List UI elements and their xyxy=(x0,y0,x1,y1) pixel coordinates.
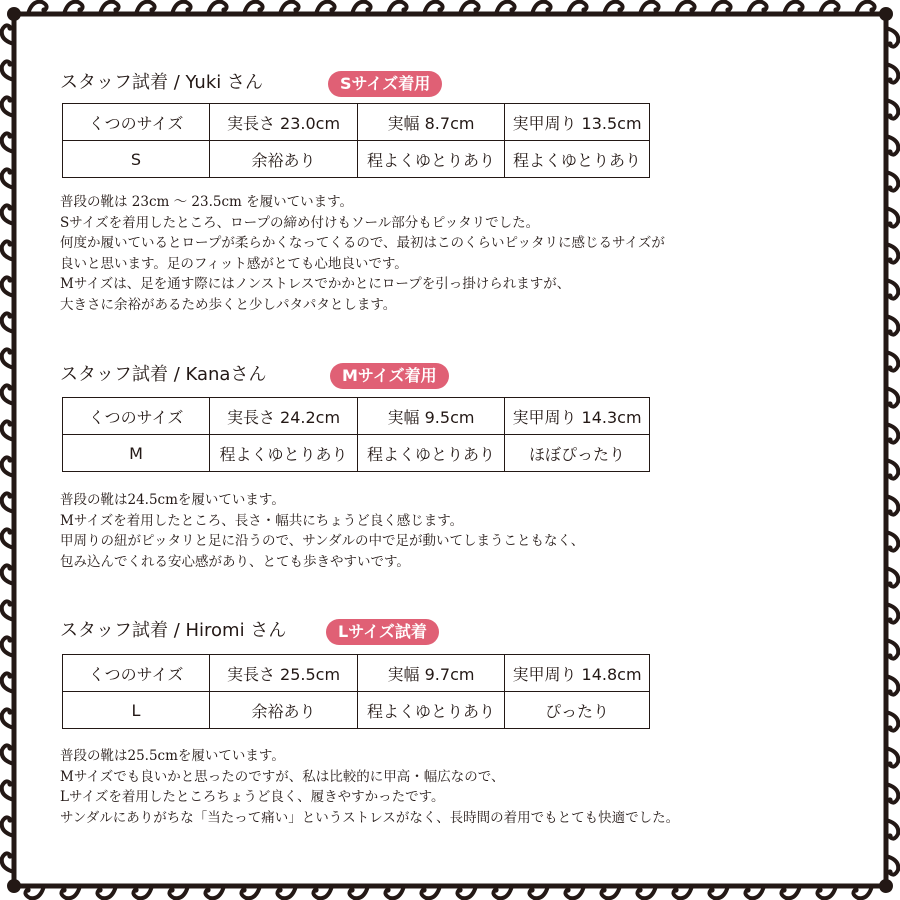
size-badge: Lサイズ試着 xyxy=(326,619,439,645)
table-cell: 余裕あり xyxy=(210,141,358,178)
text-line: Mサイズを着用したところ、長さ・幅共にちょうど良く感じます。 xyxy=(60,512,464,529)
table-cell: くつのサイズ xyxy=(63,104,210,141)
table-cell: 程よくゆとりあり xyxy=(358,692,505,729)
text-line: 包み込んでくれる安心感があり、とても歩きやすいです。 xyxy=(60,553,410,570)
table-header-row xyxy=(63,104,650,141)
staff-review-kana xyxy=(60,362,860,392)
size-spec-table xyxy=(62,397,650,472)
table-row xyxy=(63,435,650,472)
text-line: 普段の靴は 23cm ～ 23.5cm を履いています。 xyxy=(60,194,354,210)
text-line: 普段の靴は25.5cmを履いています。 xyxy=(60,748,285,764)
staff-review-yuki xyxy=(60,70,860,100)
review-text xyxy=(60,490,870,572)
table-header-row xyxy=(63,655,650,692)
review-text xyxy=(60,192,870,315)
table-cell: 実幅 9.5cm xyxy=(358,398,505,435)
table-cell: くつのサイズ xyxy=(63,398,210,435)
section-heading: スタッフ試着 / Kanaさん xyxy=(60,364,267,385)
table-cell: 実幅 8.7cm xyxy=(358,104,505,141)
section-heading: スタッフ試着 / Hiromi さん xyxy=(60,620,287,641)
table-cell: ほぼぴったり xyxy=(505,435,650,472)
text-line: Sサイズを着用したところ、ロープの締め付けもソール部分もピッタリでした。 xyxy=(60,214,540,231)
text-line: サンダルにありがちな「当たって痛い」というストレスがなく、長時間の着用でもとても快適でした。 xyxy=(60,809,680,826)
table-cell: L xyxy=(63,692,210,729)
text-line: Mサイズでも良いかと思ったのですが、私は比較的に甲高・幅広なので、 xyxy=(60,768,505,785)
text-line: Mサイズは、足を通す際にはノンストレスでかかとにロープを引っ掛けられますが、 xyxy=(60,276,571,292)
table-cell: 実甲周り 14.8cm xyxy=(505,655,650,692)
text-line: 大きさに余裕があるため歩くと少しパタパタとします。 xyxy=(60,296,397,313)
table-cell: M xyxy=(63,435,210,472)
table-cell: 程よくゆとりあり xyxy=(505,141,650,178)
table-cell: 実長さ 25.5cm xyxy=(210,655,358,692)
table-cell: 程よくゆとりあり xyxy=(210,435,358,472)
section-heading: スタッフ試着 / Yuki さん xyxy=(60,72,263,93)
table-cell: 余裕あり xyxy=(210,692,358,729)
table-cell: 実甲周り 14.3cm xyxy=(505,398,650,435)
table-row xyxy=(63,692,650,729)
text-line: 何度か履いているとロープが柔らかくなってくるので、最初はこのくらいピッタリに感じるサイズが xyxy=(60,235,665,251)
table-row xyxy=(63,141,650,178)
table-cell: 実長さ 23.0cm xyxy=(210,104,358,141)
text-line: 良いと思います。足のフィット感がとても心地良いです。 xyxy=(60,255,408,272)
table-cell: 程よくゆとりあり xyxy=(358,141,505,178)
size-spec-table xyxy=(62,103,650,178)
table-cell: ぴったり xyxy=(505,692,650,729)
table-cell: 程よくゆとりあり xyxy=(358,435,505,472)
size-spec-table xyxy=(62,654,650,729)
staff-review-hiromi xyxy=(60,618,860,648)
table-cell: くつのサイズ xyxy=(63,655,210,692)
review-text xyxy=(60,746,870,828)
table-cell: 実長さ 24.2cm xyxy=(210,398,358,435)
table-cell: 実甲周り 13.5cm xyxy=(505,104,650,141)
table-header-row xyxy=(63,398,650,435)
size-badge: Mサイズ着用 xyxy=(330,363,449,389)
table-cell: 実幅 9.7cm xyxy=(358,655,505,692)
text-line: Lサイズを着用したところちょうど良く、履きやすかったです。 xyxy=(60,789,445,805)
text-line: 甲周りの紐がピッタリと足に沿うので、サンダルの中で足が動いてしまうこともなく、 xyxy=(60,533,585,549)
text-line: 普段の靴は24.5cmを履いています。 xyxy=(60,492,285,508)
table-cell: S xyxy=(63,141,210,178)
size-badge: Sサイズ着用 xyxy=(328,71,442,97)
